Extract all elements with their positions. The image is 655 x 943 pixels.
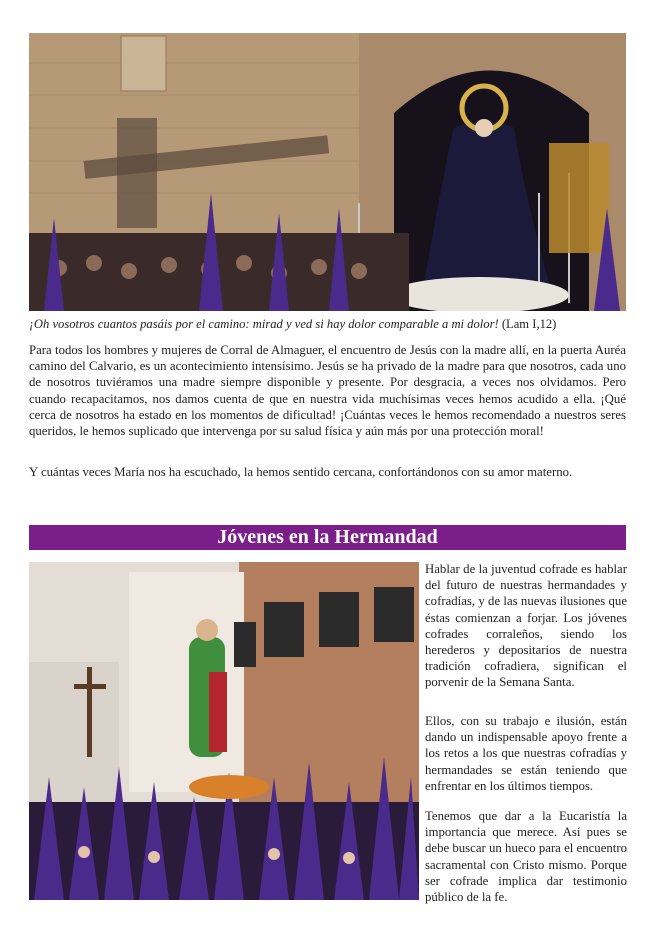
section-paragraph-2: Ellos, con su trabajo e ilusión, están dando un indispensable apoyo frente a los retos a los que nuestras cofradías y hermandades se están teniendo que enfrentar en los últimos tiempos. [425, 714, 627, 793]
intro-paragraph-2: Y cuántas veces María nos ha escuchado, la hemos sentido cercana, confortándonos con su amor materno. [29, 465, 573, 479]
procession-illustration-top [29, 33, 626, 311]
section-title: Jóvenes en la Hermandad [29, 525, 626, 550]
caption-quote: ¡Oh vosotros cuantos pasáis por el camino: mirad y ved si hay dolor comparable a mi dolor! [29, 317, 499, 331]
procession-illustration-bottom [29, 562, 419, 900]
procession-photo-bottom [29, 562, 419, 900]
caption-reference: (Lam I,12) [501, 317, 557, 331]
section-paragraph-3: Tenemos que dar a la Eucaristía la importancia que merece. Así pues se debe buscar un hueco para el encuentro sacramental con Cristo mismo. Porque ser cofrade implica dar testimonio público de la fe. [425, 809, 627, 905]
procession-photo-top [29, 33, 626, 311]
section-paragraph-1: Hablar de la juventud cofrade es hablar del futuro de nuestras hermandades y cofradías, y de las nuevas ilusiones que éstas comienzan a forjar. Los jóvenes cofrades corraleños, siendo los herederos y depositarios de nuestra tradición cofradiera, significan el porvenir de la Semana Santa. [425, 562, 627, 690]
intro-paragraph-1: Para todos los hombres y mujeres de Corral de Almaguer, el encuentro de Jesús con la madre allí, en la puerta Auréa camino del Calvario, es un acontecimiento intensísimo. Jesús se ha privado de la madre para que nosotros, cada uno de nosotros tuviéramos una madre siempre disponible y presente. Por desgracia, a veces nos olvidamos. Pero cuando recapacitamos, nos damos cuenta de que en nuestra vida muchísimas veces hemos acudido a ella. ¡Qué cerca de nosotros ha estado en los momentos de dificultad! ¡Cuántas veces le hemos recomendado a nuestros seres queridos, le hemos suplicado que intervenga por su salud física y aún más por una protección moral! [29, 343, 626, 439]
photo-caption [29, 316, 629, 332]
